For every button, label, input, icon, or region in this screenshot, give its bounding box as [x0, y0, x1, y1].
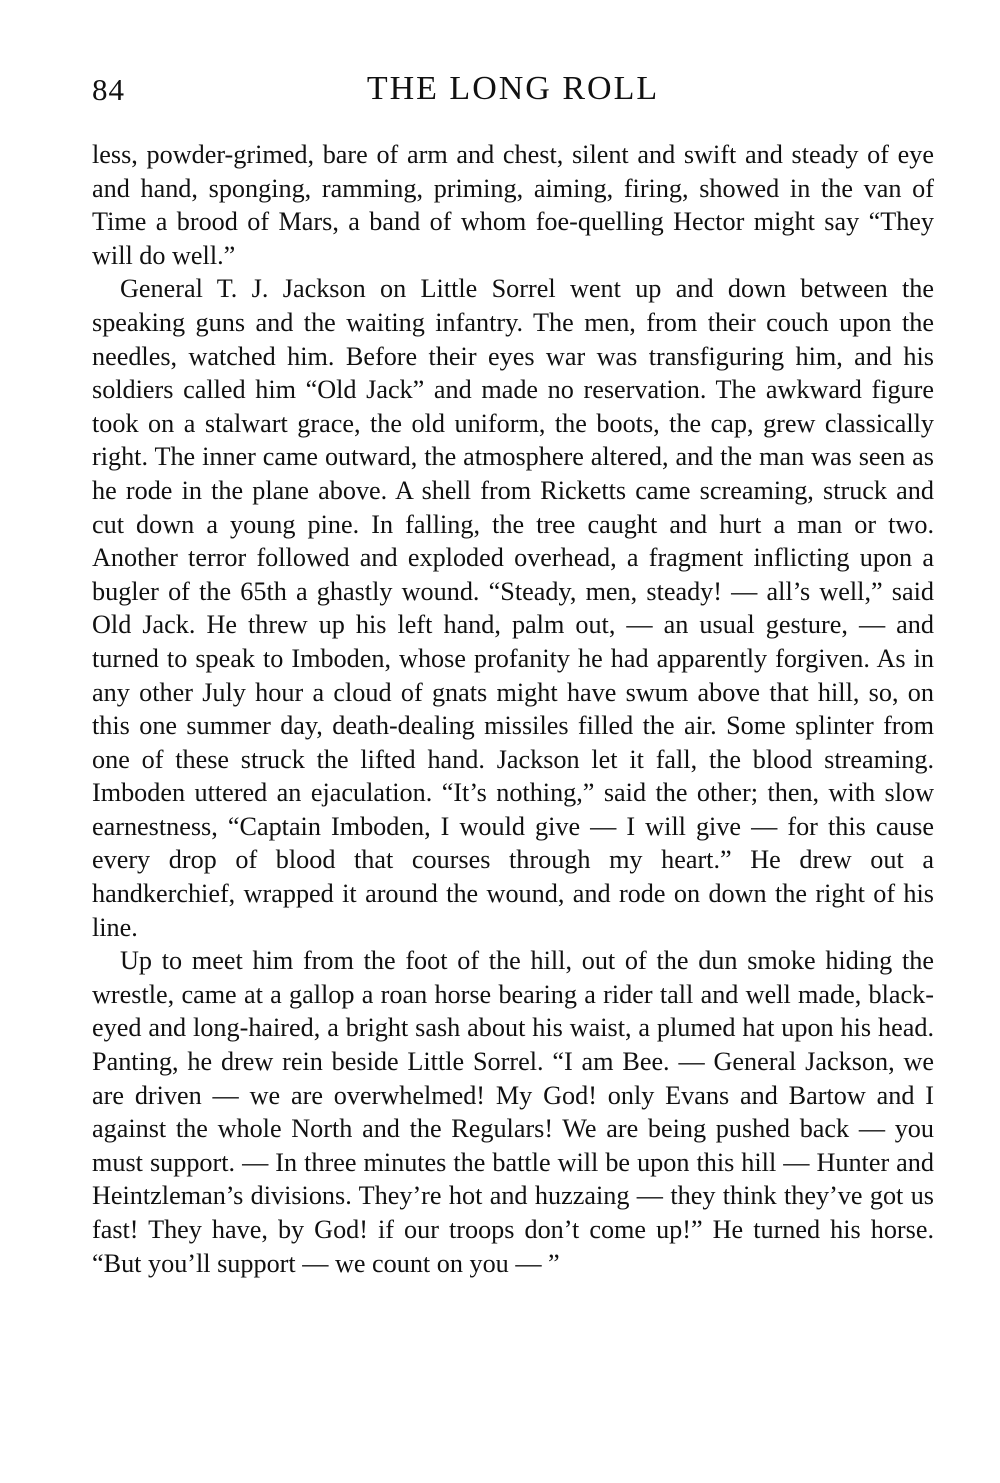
- paragraph-continued: less, powder-grimed, bare of arm and chest, silent and swift and steady of eye and hand, sponging, ramming, priming, aiming, firing, showed in the van of Time a brood of Mars, a band of whom foe-quelling Hector might say “They will do well.”: [92, 140, 934, 270]
- body-text: [92, 138, 934, 1280]
- page-header: [92, 66, 934, 116]
- page-number: 84: [92, 72, 125, 107]
- paragraph-jackson: General T. J. Jackson on Little Sorrel went up and down between the speaking guns and the waiting infantry. The men, from their couch upon the needles, watched him. Before their eyes war was transfiguring him, and his soldiers called him “Old Jack” and made no reservation. The awkward figure took on a stalwart grace, the old uniform, the boots, the cap, grew classically right. The inner came outward, the atmosphere altered, and the man was seen as he rode in the plane above. A shell from Ricketts came screaming, struck and cut down a young pine. In falling, the tree caught and hurt a man or two. Another terror followed and exploded overhead, a fragment inflicting upon a bugler of the 65th a ghastly wound. “Steady, men, steady! — all’s well,” said Old Jack. He threw up his left hand, palm out, — an usual gesture, — and turned to speak to Imboden, whose profanity he had apparently forgiven. As in any other July hour a cloud of gnats might have swum above that hill, so, on this one summer day, death-dealing missiles filled the air. Some splinter from one of these struck the lifted hand. Jackson let it fall, the blood streaming. Imboden uttered an ejaculation. “It’s nothing,” said the other; then, with slow earnestness, “Captain Imboden, I would give — I will give — for this cause every drop of blood that courses through my heart.” He drew out a handkerchief, wrapped it around the wound, and rode on down the right of his line.: [92, 274, 934, 942]
- running-title: THE LONG ROLL: [366, 70, 660, 107]
- paragraph-bee: Up to meet him from the foot of the hill, out of the dun smoke hiding the wrestle, came at a gallop a roan horse bearing a rider tall and well made, black-eyed and long-haired, a bright sash about his waist, a plumed hat upon his head. Panting, he drew rein beside Little Sorrel. “I am Bee. — General Jackson, we are driven — we are overwhelmed! My God! only Evans and Bartow and I against the whole North and the Regulars! We are being pushed back — you must support. — In three minutes the battle will be upon this hill — Hunter and Heintzleman’s divisions. They’re hot and huzzaing — they think they’ve got us fast! They have, by God! if our troops don’t come up!” He turned his horse. “But you’ll support — we count on you — ”: [92, 946, 934, 1278]
